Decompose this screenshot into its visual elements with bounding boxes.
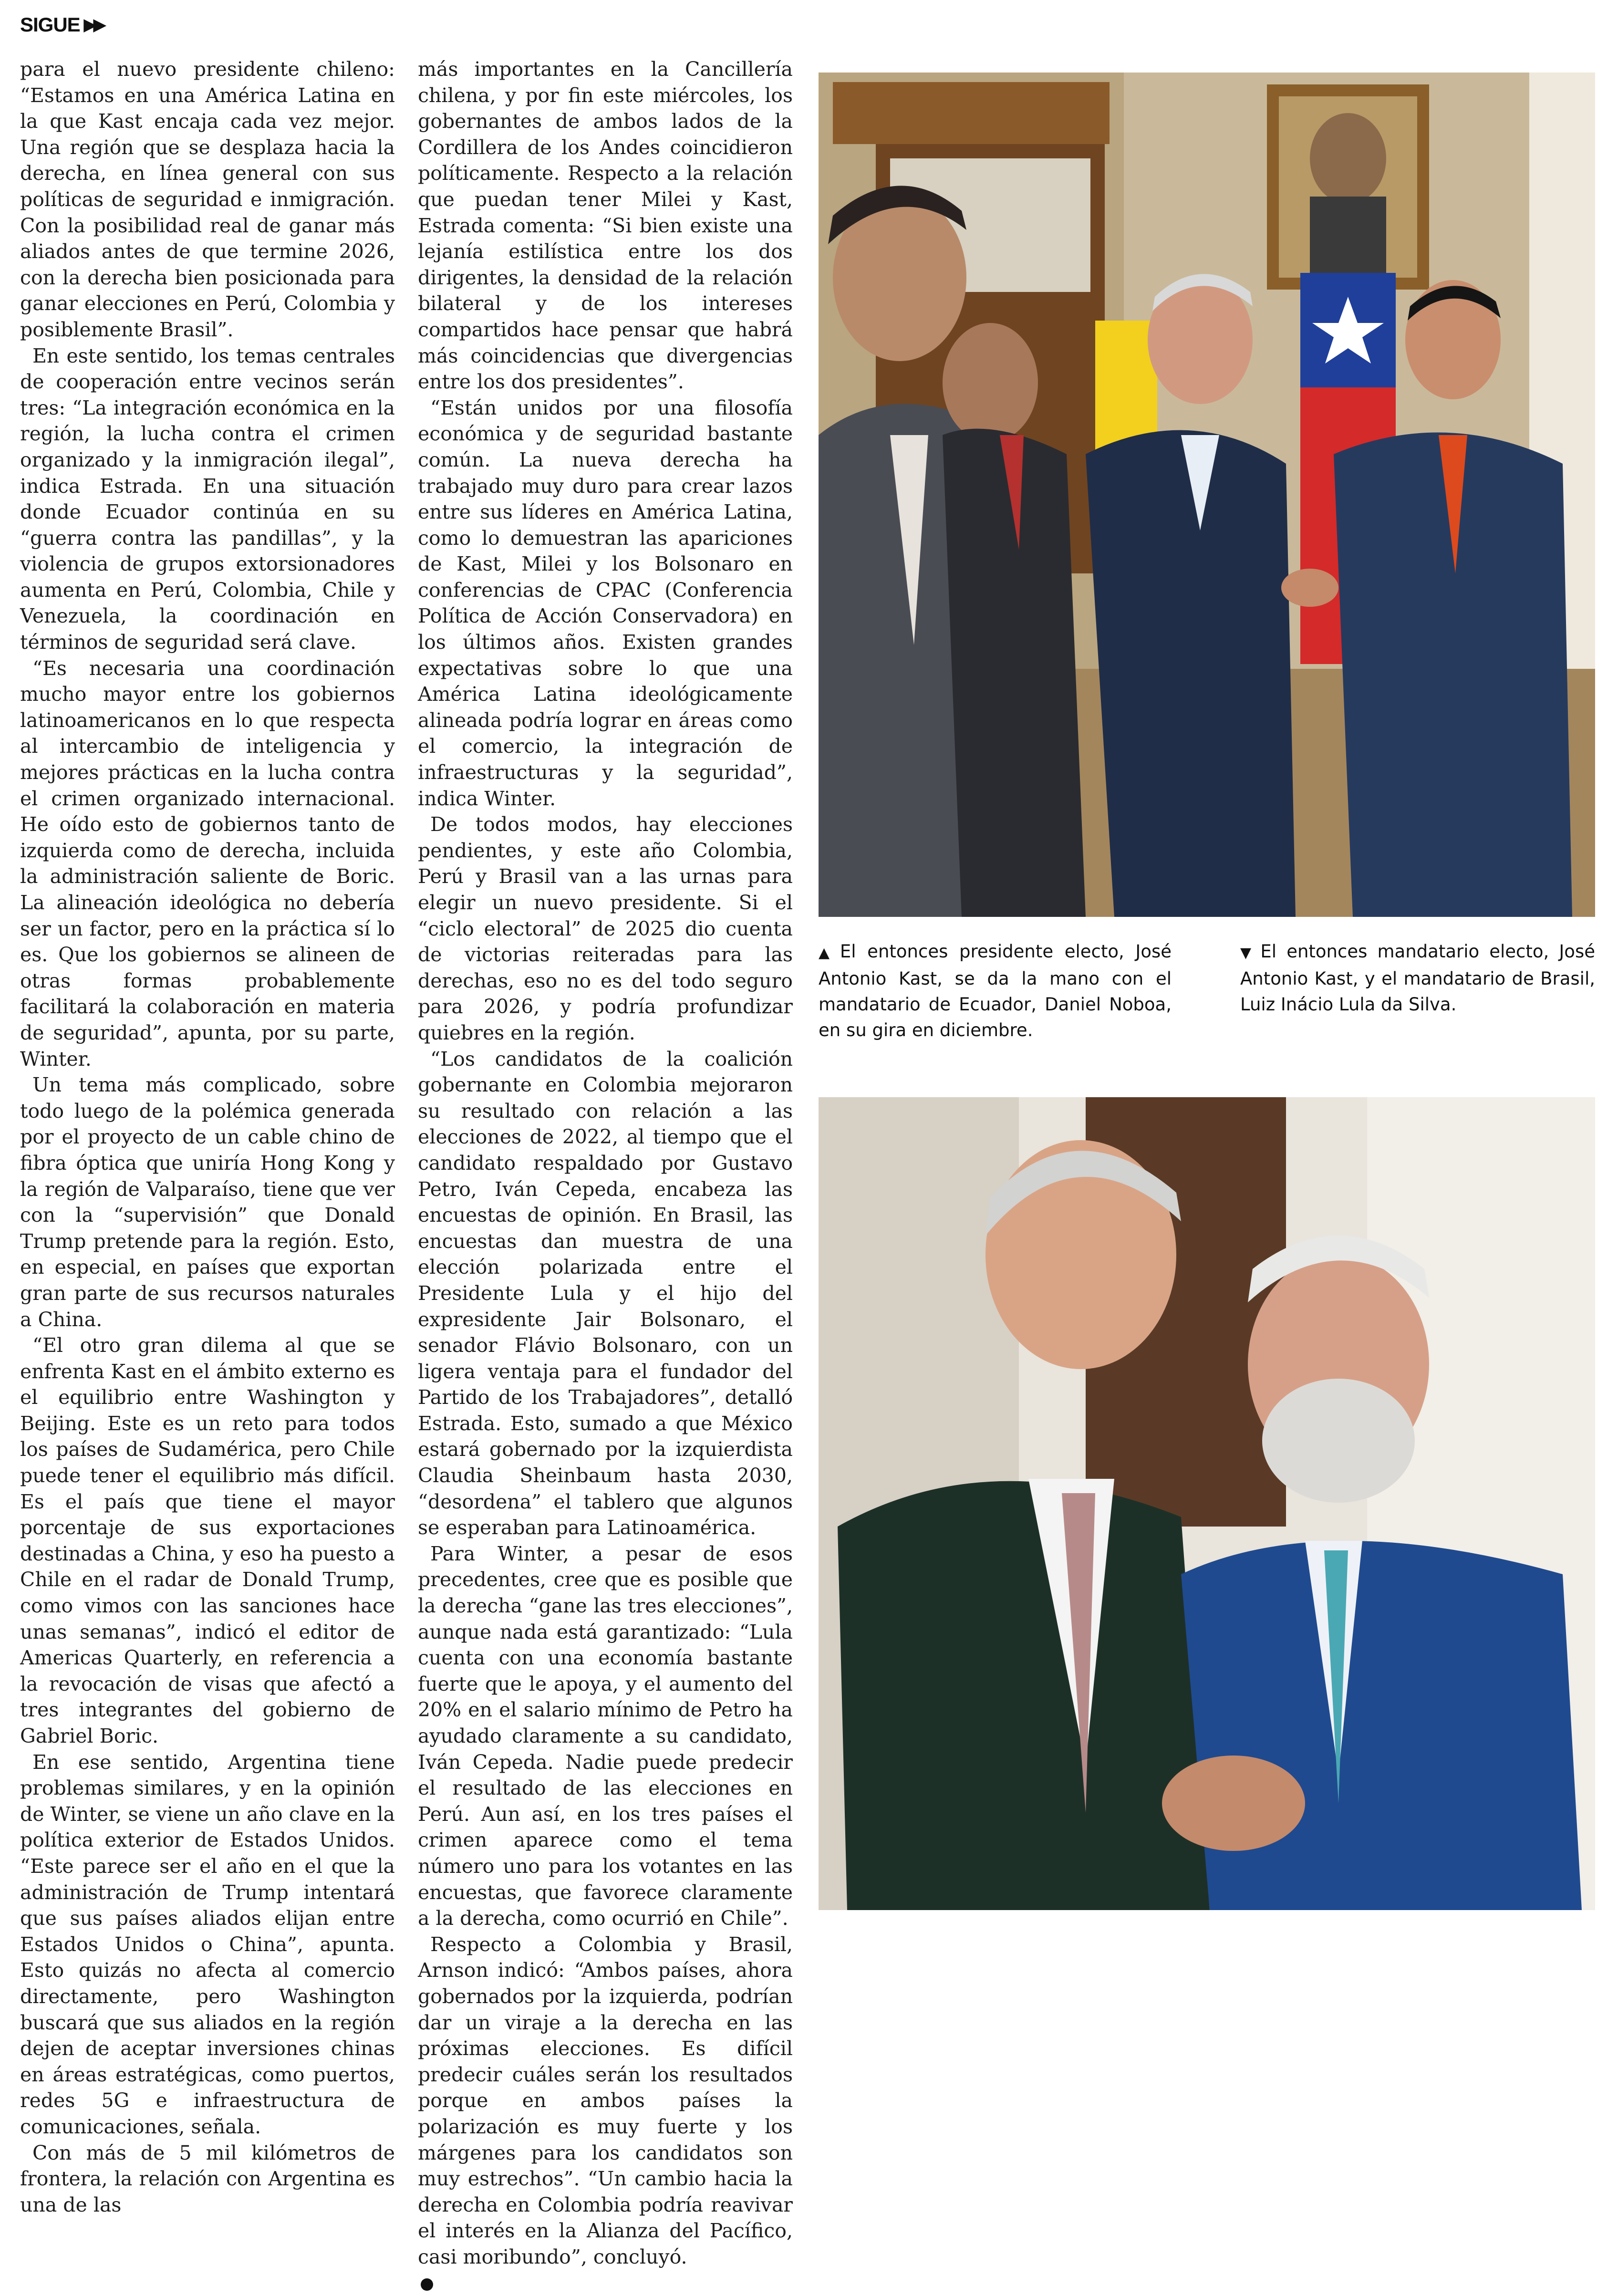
photo-kast-noboa <box>819 73 1595 917</box>
paragraph: Para Winter, a pesar de esos precedentes, cree que es posible que la derecha “gane las tres elecciones”, aunque nada está garantizado: “Lula cuenta con una economía bastante fuerte que le apoya, y el aumento del 20% en el salario mínimo de Petro ha ayudado claramente a su candidato, Iván Cepeda. Nadie puede predecir el resultado de las elecciones en Perú. Aun así, en los tres países el crimen aparece como el tema número uno para los votantes en las encuestas, que favorece claramente a la derecha, como ocurrió en Chile”. <box>418 1542 793 1930</box>
photo-kast-lula-illustration <box>819 1097 1595 1910</box>
caption-text: El entonces presidente electo, José Antonio Kast, se da la mano con el mandatario de Ecuador, Daniel Noboa, en su gira en diciembre. <box>819 941 1172 1040</box>
down-triangle-icon: ▼ <box>1240 945 1256 961</box>
paragraph: De todos modos, hay elecciones pendientes, y este año Colombia, Perú y Brasil van a las urnas para elegir un nuevo presidente. Si el “ciclo electoral” de 2025 dio cuenta de victorias reiteradas para las derechas, eso no es del todo seguro para 2026, y podría profundizar quiebres en la región. <box>418 813 793 1044</box>
end-of-article-mark <box>421 2278 433 2291</box>
photo-caption-bottom <box>1240 939 1595 1018</box>
paragraph: “Es necesaria una coordinación mucho mayor entre los gobiernos latinoamericanos en lo que respecta al intercambio de inteligencia y mejores prácticas en la lucha contra el crimen organizado internacional. He oído esto de gobiernos tanto de izquierda como de derecha, incluida la administración saliente de Boric. La alineación ideológica no debería ser un factor, pero en la práctica sí lo es. Que los gobiernos se alineen de otras formas probablemente facilitará la colaboración en materia de seguridad”, apunta, por su parte, Winter. <box>20 656 395 1070</box>
paragraph: Respecto a Colombia y Brasil, Arnson indicó: “Ambos países, ahora gobernados por la izquierda, podrían dar un viraje a la derecha en las próximas elecciones. Es difícil predecir cuáles serán los resultados porque en ambos países la polarización es muy fuerte y los márgenes para los candidatos son muy estrechos”. “Un cambio hacia la derecha en Colombia podría reavivar el interés en la Alianza del Pacífico, casi moribundo”, concluyó. <box>418 1932 793 2268</box>
continues-label: SIGUE <box>20 13 80 36</box>
article-column-2 <box>418 56 793 2296</box>
continues-marker <box>20 13 103 36</box>
paragraph: más importantes en la Cancillería chilena, y por fin este miércoles, los gobernantes de ambos lados de la Cordillera de los Andes coincidieron políticamente. Respecto a la relación que puedan tener Milei y Kast, Estrada comenta: “Si bien existe una lejanía estilística entre los dos dirigentes, la densidad de la relación bilateral y de los intereses compartidos hace pensar que habrá más coincidencias que divergencias entre los dos presidentes”. <box>418 58 793 394</box>
photo-kast-noboa-illustration <box>819 73 1595 917</box>
photo-kast-lula <box>819 1097 1595 1910</box>
paragraph: En este sentido, los temas centrales de cooperación entre vecinos serán tres: “La integración económica en la región, la lucha contra el crimen organizado y la inmigración ilegal”, indica Estrada. En una situación donde Ecuador continúa en su “guerra contra las pandillas”, y la violencia de grupos extorsionadores aumenta en Perú, Colombia, Chile y Venezuela, la coordinación en términos de seguridad será clave. <box>20 344 395 654</box>
paragraph: Con más de 5 mil kilómetros de frontera, la relación con Argentina es una de las <box>20 2141 395 2216</box>
paragraph: Un tema más complicado, sobre todo luego de la polémica generada por el proyecto de un cable chino de fibra óptica que uniría Hong Kong y la región de Valparaíso, tiene que ver con la “supervisión” que Donald Trump pretende para la región. Esto, en especial, en países que exportan gran parte de sus recursos naturales a China. <box>20 1073 395 1331</box>
paragraph: “Están unidos por una filosofía económica y de seguridad bastante común. La nueva derecha ha trabajado muy duro para crear lazos entre sus líderes en América Latina, como lo demuestran las apariciones de Kast, Milei y los Bolsonaro en conferencias de CPAC (Conferencia Política de Acción Conservadora) en los últimos años. Existen grandes expectativas sobre lo que una América Latina ideológicamente alineada podría lograr en áreas como el comercio, la integración de infraestructuras y la seguridad”, indica Winter. <box>418 396 793 810</box>
up-triangle-icon: ▲ <box>819 945 835 961</box>
paragraph: “Los candidatos de la coalición gobernante en Colombia mejoraron su resultado con relación a las elecciones de 2022, al tiempo que el candidato respaldado por Gustavo Petro, Iván Cepeda, encabeza las encuestas de opinión. En Brasil, las encuestas dan muestra de una elección polarizada entre el Presidente Lula y el hijo del expresidente Jair Bolsonaro, el senador Flávio Bolsonaro, con un ligera ventaja para el fundador del Partido de los Trabajadores”, detalló Estrada. Esto, sumado a que México estará gobernado por la izquierdista Claudia Sheinbaum hasta 2030, “desordena” el tablero que algunos se esperaban para Latinoamérica. <box>418 1047 793 1539</box>
article-column-1 <box>20 56 395 2218</box>
double-arrow-icon: ▶▶ <box>83 16 103 34</box>
caption-text: El entonces mandatario electo, José Antonio Kast, y el mandatario de Brasil, Luiz Inácio Lula da Silva. <box>1240 941 1595 1015</box>
paragraph: “El otro gran dilema al que se enfrenta Kast en el ámbito externo es el equilibrio entre Washington y Beijing. Este es un reto para todos los países de Sudamérica, pero Chile puede tener el equilibrio más difícil. Es el país que tiene el mayor porcentaje de sus exportaciones destinadas a China, y eso ha puesto a Chile en el radar de Donald Trump, como vimos con las sanciones hace unas semanas”, indicó el editor de Americas Quarterly, en referencia a la revocación de visas que afectó a tres integrantes del gobierno de Gabriel Boric. <box>20 1334 395 1747</box>
paragraph: para el nuevo presidente chileno: “Estamos en una América Latina en la que Kast encaja cada vez mejor. Una región que se desplaza hacia la derecha, en línea general con sus políticas de seguridad e inmigración. Con la posibilidad real de ganar más aliados antes de que termine 2026, con la derecha bien posicionada para ganar elecciones en Perú, Colombia y posiblemente Brasil”. <box>20 58 395 341</box>
paragraph: En ese sentido, Argentina tiene problemas similares, y en la opinión de Winter, se viene un año clave en la política exterior de Estados Unidos. “Este parece ser el año en el que la administración de Trump intentará que sus países aliados elijan entre Estados Unidos o China”, apunta. Esto quizás no afecta al comercio directamente, pero Washington buscará que sus aliados en la región dejen de aceptar inversiones chinas en áreas estratégicas, como puertos, redes 5G e infraestructura de comunicaciones, señala. <box>20 1750 395 2138</box>
photo-caption-top <box>819 939 1172 1043</box>
